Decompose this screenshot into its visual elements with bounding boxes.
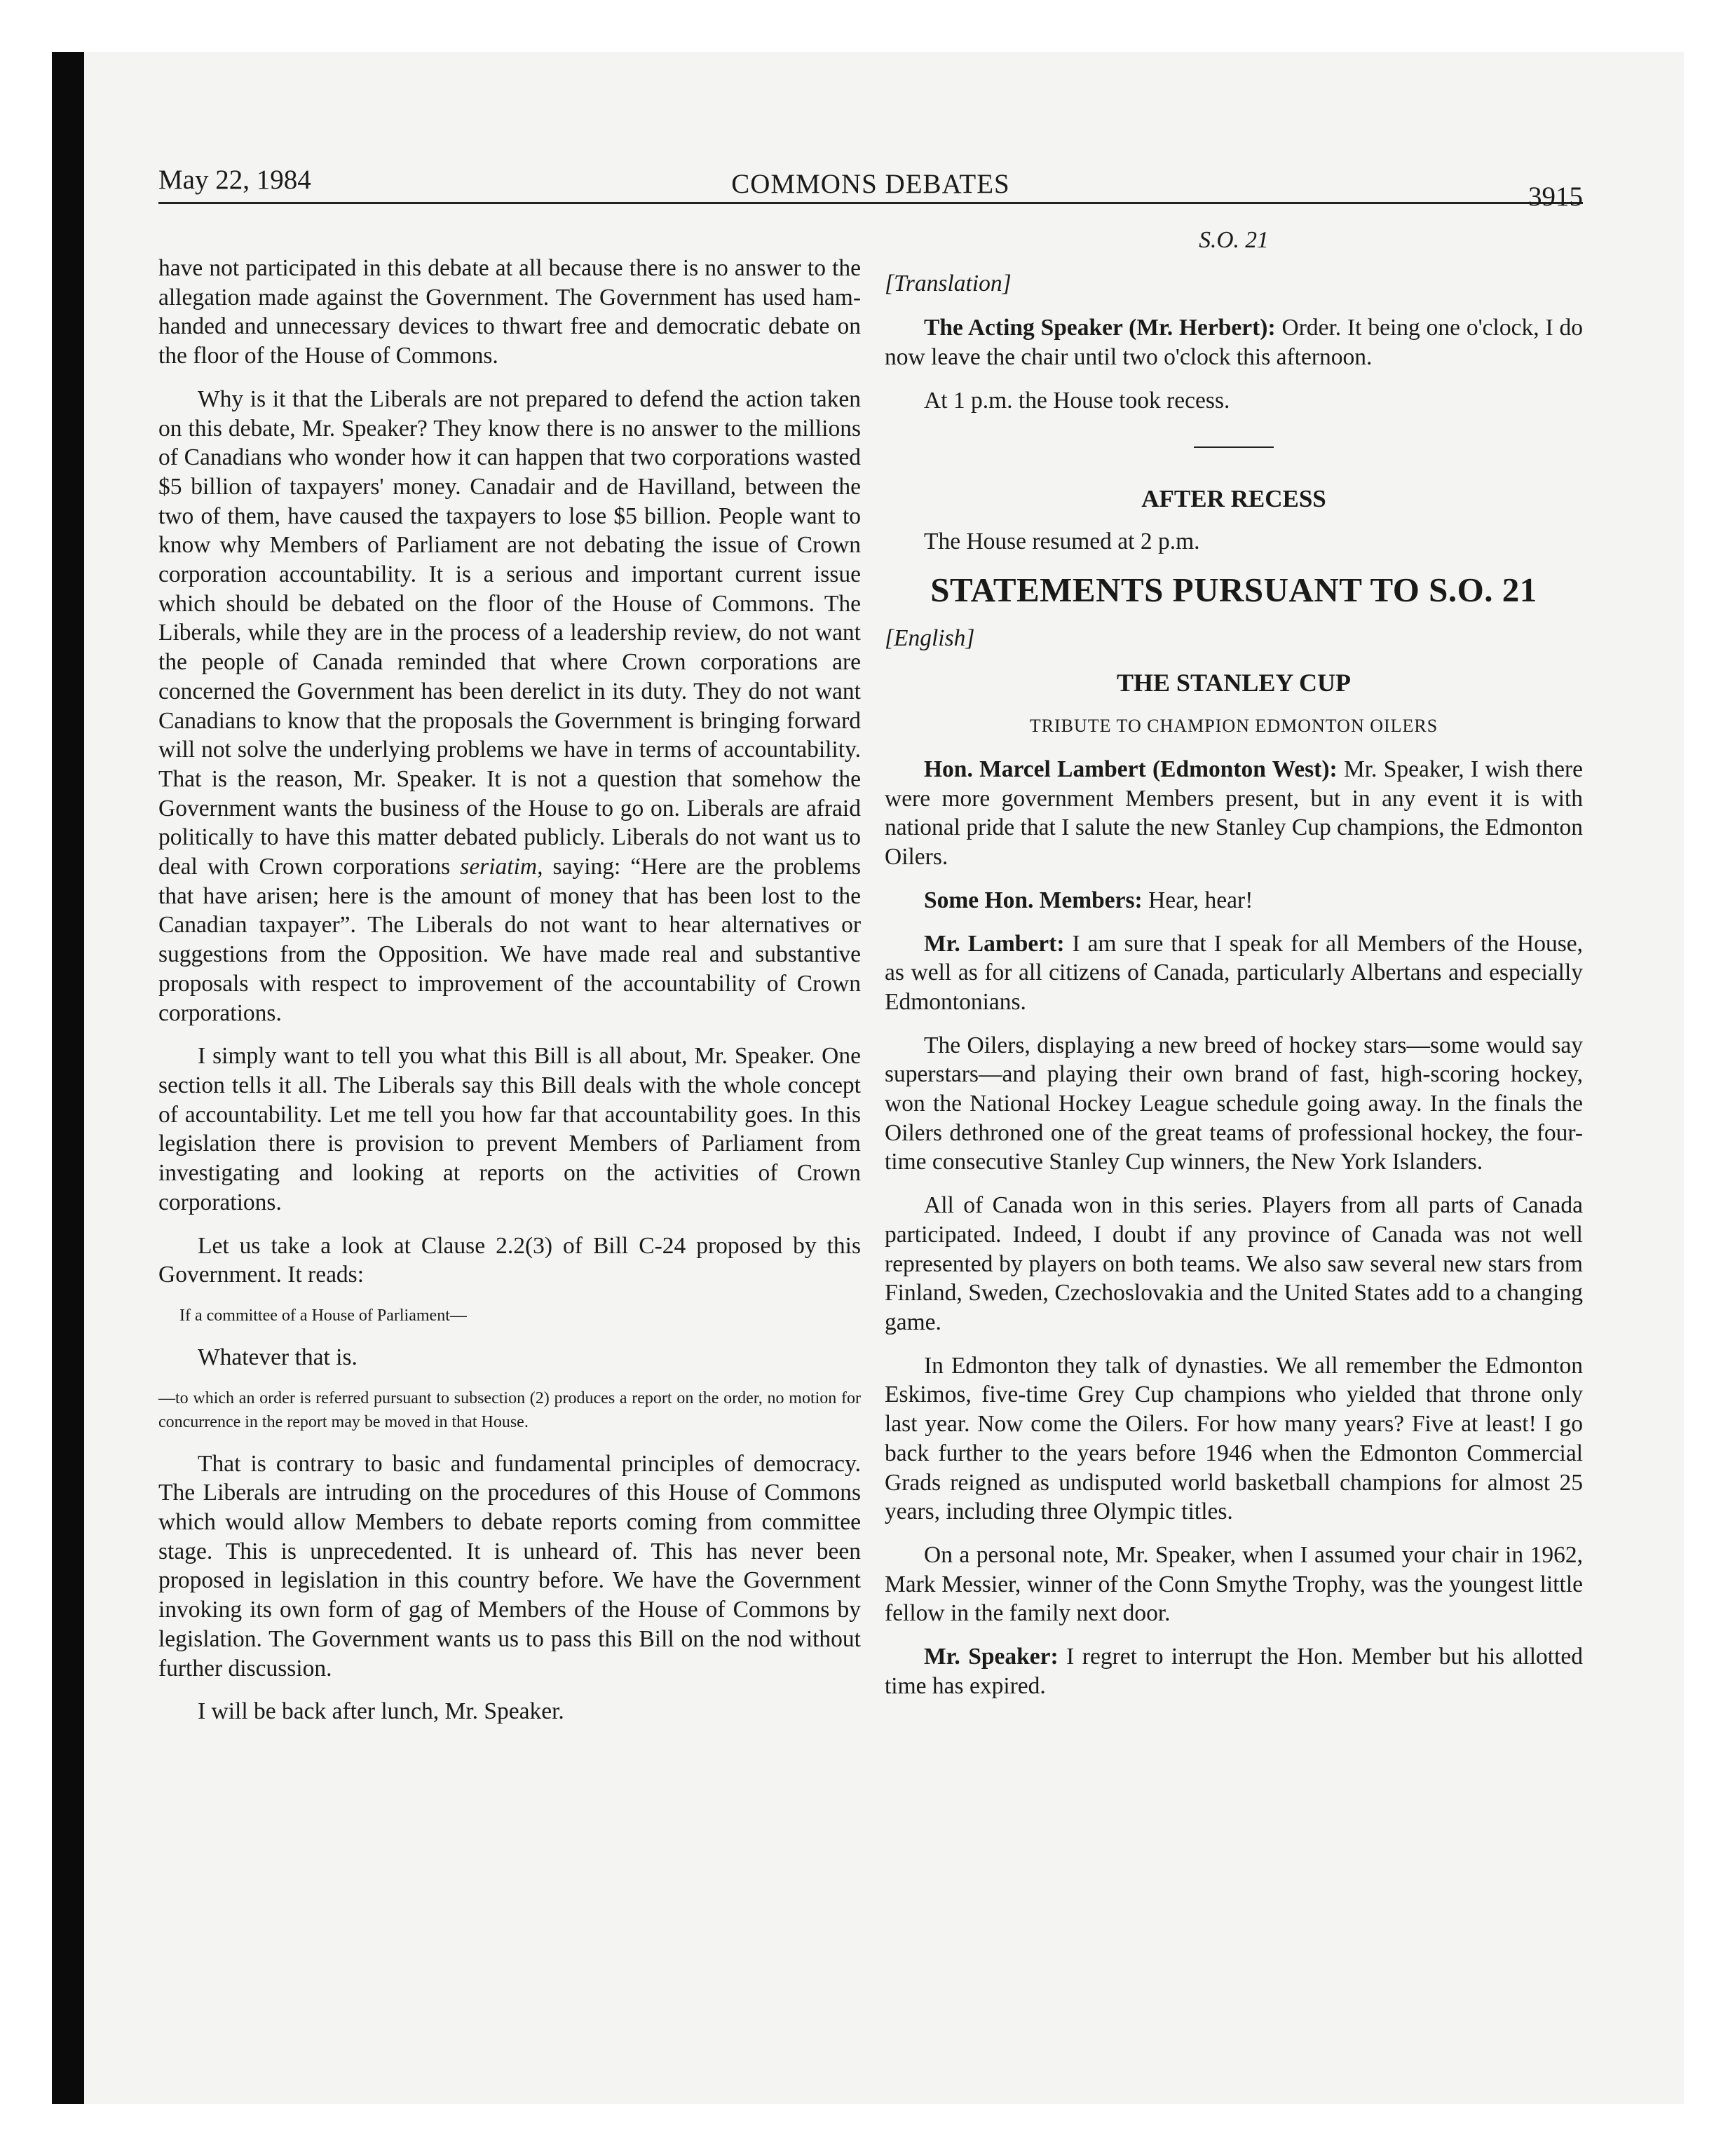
speech	[885, 755, 1583, 872]
main-heading: STATEMENTS PURSUANT TO S.O. 21	[930, 570, 1537, 609]
paragraph: That is contrary to basic and fundamental principles of democracy. The Liberals are intruding on the procedures of this House of Commons which would allow Members to debate reports coming from committee stage. This is unprecedented. It is unheard of. This has never been proposed in legislation in this country before. We have the Government invoking its own form of gag of Members of the House of Commons by legislation. The Government wants us to pass this Bill on the nod without further discussion.	[158, 1450, 861, 1681]
speech-text: Mr. Speaker, I wish there were more government Members present, but in any event it is with national pride that I salute the new Stanley Cup champions, the Edmonton Oilers.	[885, 756, 1583, 871]
header-date: May 22, 1984	[158, 165, 311, 195]
standing-order-heading: S.O. 21	[1199, 227, 1269, 253]
speaker-name: Hon. Marcel Lambert (Edmonton West):	[924, 756, 1338, 783]
paragraph: I simply want to tell you what this Bill is all about, Mr. Speaker. One section tells it all. The Liberals say this Bill deals with the whole concept of accountability. Let me tell you how far that accountability goes. In this legislation there is provision to prevent Members of Parliament from investigating and looking at reports on the activities of Crown corporations.	[158, 1043, 861, 1215]
paragraph: Let us take a look at Clause 2.2(3) of Bill C-24 proposed by this Government. It reads:	[158, 1232, 861, 1288]
paragraph-text: Why is it that the Liberals are not prepared to defend the action taken on this debate, Mr. Speaker? They know there is no answer to the millions of Canadians who wonder how it can happen that two corporations wasted $5 billion of taxpayers' money. Canadair and de Havilland, between the two of them, have caused the taxpayers to lose $5 billion. People want to know why Members of Parliament are not debating the issue of Crown corporation accountability. It is a serious and important current issue which should be debated on the floor of the House of Commons. The Liberals, while they are in the process of a leadership review, do not want the people of Canada reminded that where Crown corporations are concerned the Government has been derelict in its duty. They do not want Canadians to know that the proposals the Government is bringing forward will not solve the underlying problems we have in terms of accountability. That is the reason, Mr. Speaker. It is not a question that somehow the Government wants the business of the House to go on. Liberals are afraid politically to have this matter debated publicly. Liberals do not want us to deal with Crown corporations	[158, 386, 861, 880]
section-heading: AFTER RECESS	[1141, 484, 1326, 512]
language-tag: [English]	[885, 625, 975, 651]
paragraph: The Oilers, displaying a new breed of hockey stars—some would say superstars—and playing their own brand of fast, high-scoring hockey, won the National Hockey League schedule going away. In the finals the Oilers dethroned one of the great teams of professional hockey, the four-time consecutive Stanley Cup winners, the New York Islanders.	[885, 1032, 1583, 1175]
speaker-name: Some Hon. Members:	[924, 887, 1143, 913]
italic-term: seriatim,	[460, 854, 543, 880]
paragraph: Whatever that is.	[198, 1344, 358, 1370]
speech-text: I am sure that I speak for all Members of the House, as well as for all citizens of Canada, particularly Albertans and especially Edmontonians.	[885, 930, 1584, 1015]
paragraph	[158, 385, 861, 1028]
speaker-name: Mr. Speaker:	[924, 1644, 1059, 1670]
page-number: 3915	[1528, 182, 1583, 212]
subject-heading: THE STANLEY CUP	[1116, 668, 1352, 697]
paragraph: have not participated in this debate at all because there is no answer to the allegation made against the Government. The Government has used ham-handed and unnecessary devices to thwart free and democratic debate on the floor of the House of Commons.	[158, 255, 861, 369]
paragraph: In Edmonton they talk of dynasties. We all remember the Edmonton Eskimos, five-time Grey Cup champions who yielded that throne only last year. Now come the Oilers. For how many years? Five at least! I go back further to the years before 1946 when the Edmonton Commercial Grads reigned as undisputed world basketball champions for almost 25 years, including three Olympic titles.	[885, 1352, 1583, 1525]
page-edge-shadow	[52, 52, 84, 2104]
subject-subtitle: TRIBUTE TO CHAMPION EDMONTON OILERS	[1029, 716, 1438, 737]
paragraph: On a personal note, Mr. Speaker, when I assumed your chair in 1962, Mark Messier, winner of the Conn Smythe Trophy, was the youngest little fellow in the family next door.	[885, 1541, 1583, 1627]
speech	[885, 886, 1583, 915]
speech	[885, 1642, 1583, 1700]
speech-text: I regret to interrupt the Hon. Member but his allotted time has expired.	[885, 1644, 1584, 1699]
paragraph: At 1 p.m. the House took recess.	[924, 387, 1230, 414]
speech	[885, 929, 1583, 1017]
speech	[885, 313, 1583, 371]
speech-text: Order. It being one o'clock, I do now leave the chair until two o'clock this afternoon.	[885, 315, 1584, 371]
left-column	[158, 254, 861, 1740]
bill-quote: If a committee of a House of Parliament—	[179, 1306, 467, 1325]
speaker-name: The Acting Speaker (Mr. Herbert):	[924, 315, 1276, 341]
speaker-name: Mr. Lambert:	[924, 930, 1065, 957]
header-title: COMMONS DEBATES	[731, 169, 1010, 199]
speech-text: Hear, hear!	[1148, 887, 1253, 913]
bill-quote: —to which an order is referred pursuant to subsection (2) produces a report on the order, no motion for concurrence in the report may be moved in that House.	[158, 1389, 861, 1431]
section-divider	[1194, 446, 1274, 448]
running-header	[158, 158, 1583, 212]
right-column	[885, 226, 1583, 1714]
paragraph: I will be back after lunch, Mr. Speaker.	[198, 1698, 564, 1725]
paragraph-text: saying: “Here are the problems that have arisen; here is the amount of money that has been lost to the Canadian taxpayer”. The Liberals do not want to hear alternatives or suggestions from the Opposition. We have made real and substantive proposals with respect to improvement of the accountability of Crown corporations.	[158, 854, 862, 1026]
paragraph: The House resumed at 2 p.m.	[924, 528, 1200, 555]
language-tag: [Translation]	[885, 270, 1012, 296]
paragraph: All of Canada won in this series. Players from all parts of Canada participated. Indeed, I doubt if any province of Canada was not well represented by players on both teams. We also saw several new stars from Finland, Sweden, Czechoslovakia and the United States add to a changing game.	[885, 1192, 1583, 1335]
